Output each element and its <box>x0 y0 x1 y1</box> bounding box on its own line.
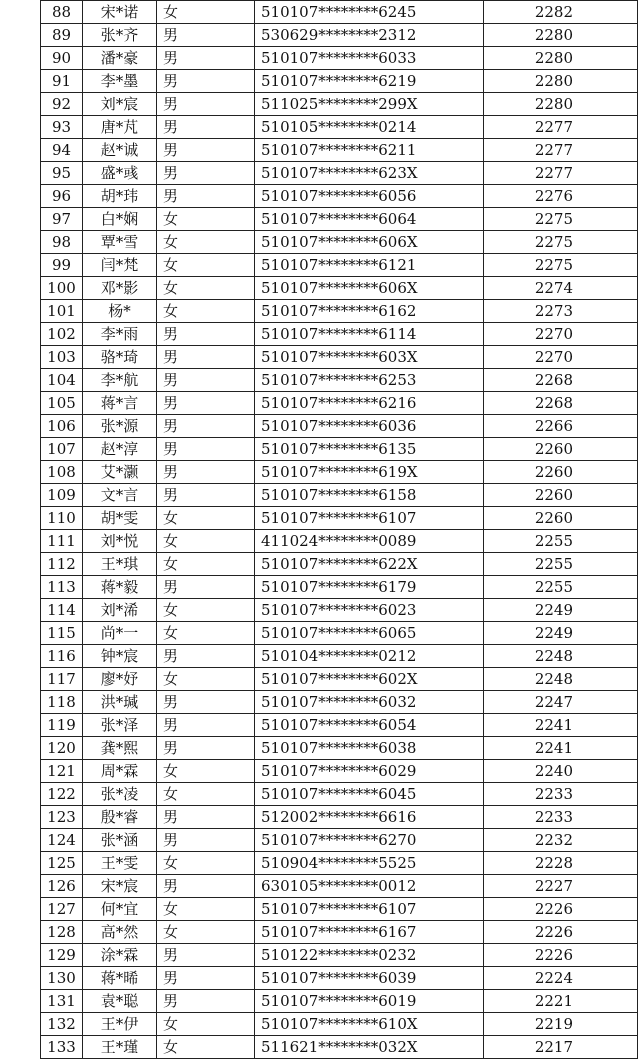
table-row <box>41 139 638 162</box>
table-row <box>41 369 638 392</box>
table-row <box>41 415 638 438</box>
gender-cell: 女 <box>157 783 255 806</box>
student-name-cell: 蒋*晞 <box>83 967 157 990</box>
id-number-cell: 510107********6270 <box>255 829 484 852</box>
row-number-cell: 91 <box>41 70 83 93</box>
student-name-cell: 白*娴 <box>83 208 157 231</box>
score-cell: 2260 <box>484 438 638 461</box>
score-cell: 2277 <box>484 162 638 185</box>
table-row <box>41 254 638 277</box>
student-name-cell: 王*雯 <box>83 852 157 875</box>
student-name-cell: 赵*淳 <box>83 438 157 461</box>
id-number-cell: 510107********6064 <box>255 208 484 231</box>
table-row <box>41 760 638 783</box>
student-name-cell: 蒋*言 <box>83 392 157 415</box>
table-row <box>41 852 638 875</box>
id-number-cell: 510107********6023 <box>255 599 484 622</box>
gender-cell: 男 <box>157 185 255 208</box>
row-number-cell: 95 <box>41 162 83 185</box>
gender-cell: 女 <box>157 1013 255 1036</box>
row-number-cell: 100 <box>41 277 83 300</box>
gender-cell: 男 <box>157 415 255 438</box>
student-name-cell: 张*泽 <box>83 714 157 737</box>
row-number-cell: 90 <box>41 47 83 70</box>
table-row <box>41 990 638 1013</box>
table-row <box>41 668 638 691</box>
score-cell: 2280 <box>484 70 638 93</box>
row-number-cell: 109 <box>41 484 83 507</box>
id-number-cell: 510107********602X <box>255 668 484 691</box>
table-row <box>41 806 638 829</box>
gender-cell: 男 <box>157 576 255 599</box>
id-number-cell: 510107********6216 <box>255 392 484 415</box>
id-number-cell: 510107********622X <box>255 553 484 576</box>
student-name-cell: 廖*妤 <box>83 668 157 691</box>
score-cell: 2275 <box>484 208 638 231</box>
id-number-cell: 411024********0089 <box>255 530 484 553</box>
gender-cell: 男 <box>157 691 255 714</box>
id-number-cell: 510904********5525 <box>255 852 484 875</box>
row-number-cell: 123 <box>41 806 83 829</box>
table-row <box>41 1013 638 1036</box>
id-number-cell: 510107********6029 <box>255 760 484 783</box>
gender-cell: 女 <box>157 599 255 622</box>
score-cell: 2227 <box>484 875 638 898</box>
id-number-cell: 510107********6056 <box>255 185 484 208</box>
table-row <box>41 967 638 990</box>
id-number-cell: 510107********6179 <box>255 576 484 599</box>
id-number-cell: 510107********6036 <box>255 415 484 438</box>
row-number-cell: 107 <box>41 438 83 461</box>
gender-cell: 男 <box>157 737 255 760</box>
score-cell: 2276 <box>484 185 638 208</box>
student-name-cell: 赵*诚 <box>83 139 157 162</box>
id-number-cell: 630105********0012 <box>255 875 484 898</box>
id-number-cell: 510107********6135 <box>255 438 484 461</box>
table-row <box>41 553 638 576</box>
id-number-cell: 510107********6167 <box>255 921 484 944</box>
row-number-cell: 128 <box>41 921 83 944</box>
id-number-cell: 510122********0232 <box>255 944 484 967</box>
student-name-cell: 艾*灏 <box>83 461 157 484</box>
row-number-cell: 127 <box>41 898 83 921</box>
student-name-cell: 钟*宸 <box>83 645 157 668</box>
student-name-cell: 刘*宸 <box>83 93 157 116</box>
score-cell: 2241 <box>484 737 638 760</box>
table-row <box>41 714 638 737</box>
row-number-cell: 88 <box>41 1 83 24</box>
score-cell: 2249 <box>484 622 638 645</box>
table-row <box>41 185 638 208</box>
score-cell: 2228 <box>484 852 638 875</box>
score-cell: 2255 <box>484 530 638 553</box>
gender-cell: 男 <box>157 990 255 1013</box>
row-number-cell: 89 <box>41 24 83 47</box>
gender-cell: 男 <box>157 47 255 70</box>
id-number-cell: 510107********6162 <box>255 300 484 323</box>
score-cell: 2248 <box>484 668 638 691</box>
score-cell: 2275 <box>484 254 638 277</box>
table-row <box>41 507 638 530</box>
gender-cell: 男 <box>157 346 255 369</box>
score-cell: 2270 <box>484 346 638 369</box>
gender-cell: 女 <box>157 921 255 944</box>
student-name-cell: 高*然 <box>83 921 157 944</box>
id-number-cell: 510107********6038 <box>255 737 484 760</box>
table-row <box>41 829 638 852</box>
gender-cell: 男 <box>157 645 255 668</box>
score-cell: 2240 <box>484 760 638 783</box>
score-cell: 2241 <box>484 714 638 737</box>
row-number-cell: 104 <box>41 369 83 392</box>
id-number-cell: 510107********6054 <box>255 714 484 737</box>
row-number-cell: 103 <box>41 346 83 369</box>
score-cell: 2268 <box>484 392 638 415</box>
table-row <box>41 323 638 346</box>
table-row <box>41 898 638 921</box>
table-row <box>41 208 638 231</box>
row-number-cell: 118 <box>41 691 83 714</box>
student-name-cell: 李*航 <box>83 369 157 392</box>
gender-cell: 女 <box>157 898 255 921</box>
row-number-cell: 113 <box>41 576 83 599</box>
id-number-cell: 510107********6107 <box>255 898 484 921</box>
student-name-cell: 洪*瑊 <box>83 691 157 714</box>
row-number-cell: 117 <box>41 668 83 691</box>
student-name-cell: 尚*一 <box>83 622 157 645</box>
gender-cell: 男 <box>157 875 255 898</box>
id-number-cell: 530629********2312 <box>255 24 484 47</box>
score-cell: 2266 <box>484 415 638 438</box>
row-number-cell: 108 <box>41 461 83 484</box>
id-number-cell: 510107********6019 <box>255 990 484 1013</box>
score-cell: 2226 <box>484 944 638 967</box>
gender-cell: 男 <box>157 162 255 185</box>
row-number-cell: 114 <box>41 599 83 622</box>
gender-cell: 女 <box>157 231 255 254</box>
gender-cell: 男 <box>157 806 255 829</box>
student-name-cell: 覃*雪 <box>83 231 157 254</box>
gender-cell: 男 <box>157 24 255 47</box>
id-number-cell: 510107********6033 <box>255 47 484 70</box>
id-number-cell: 510107********6107 <box>255 507 484 530</box>
id-number-cell: 510107********606X <box>255 277 484 300</box>
score-cell: 2255 <box>484 553 638 576</box>
student-name-cell: 邓*影 <box>83 277 157 300</box>
score-cell: 2226 <box>484 921 638 944</box>
student-name-cell: 唐*芃 <box>83 116 157 139</box>
results-table <box>40 0 638 1059</box>
gender-cell: 男 <box>157 829 255 852</box>
score-cell: 2277 <box>484 116 638 139</box>
row-number-cell: 98 <box>41 231 83 254</box>
id-number-cell: 510107********6032 <box>255 691 484 714</box>
student-name-cell: 王*瑾 <box>83 1036 157 1059</box>
score-cell: 2255 <box>484 576 638 599</box>
row-number-cell: 121 <box>41 760 83 783</box>
gender-cell: 女 <box>157 1 255 24</box>
id-number-cell: 510107********623X <box>255 162 484 185</box>
row-number-cell: 94 <box>41 139 83 162</box>
row-number-cell: 106 <box>41 415 83 438</box>
table-row <box>41 875 638 898</box>
gender-cell: 男 <box>157 967 255 990</box>
student-name-cell: 潘*豪 <box>83 47 157 70</box>
gender-cell: 女 <box>157 553 255 576</box>
table-row <box>41 530 638 553</box>
score-cell: 2275 <box>484 231 638 254</box>
score-cell: 2233 <box>484 806 638 829</box>
score-cell: 2280 <box>484 24 638 47</box>
row-number-cell: 116 <box>41 645 83 668</box>
gender-cell: 男 <box>157 369 255 392</box>
gender-cell: 女 <box>157 254 255 277</box>
row-number-cell: 122 <box>41 783 83 806</box>
score-cell: 2280 <box>484 93 638 116</box>
table-row <box>41 484 638 507</box>
score-cell: 2277 <box>484 139 638 162</box>
row-number-cell: 102 <box>41 323 83 346</box>
id-number-cell: 510105********0214 <box>255 116 484 139</box>
id-number-cell: 510107********6245 <box>255 1 484 24</box>
row-number-cell: 112 <box>41 553 83 576</box>
table-row <box>41 277 638 300</box>
id-number-cell: 510107********610X <box>255 1013 484 1036</box>
row-number-cell: 93 <box>41 116 83 139</box>
student-name-cell: 王*琪 <box>83 553 157 576</box>
gender-cell: 男 <box>157 484 255 507</box>
score-cell: 2221 <box>484 990 638 1013</box>
row-number-cell: 96 <box>41 185 83 208</box>
gender-cell: 男 <box>157 116 255 139</box>
id-number-cell: 512002********6616 <box>255 806 484 829</box>
score-cell: 2247 <box>484 691 638 714</box>
row-number-cell: 120 <box>41 737 83 760</box>
gender-cell: 女 <box>157 1036 255 1059</box>
gender-cell: 女 <box>157 668 255 691</box>
gender-cell: 女 <box>157 622 255 645</box>
row-number-cell: 105 <box>41 392 83 415</box>
table-row <box>41 645 638 668</box>
row-number-cell: 99 <box>41 254 83 277</box>
student-name-cell: 周*霖 <box>83 760 157 783</box>
table-row <box>41 438 638 461</box>
score-cell: 2260 <box>484 461 638 484</box>
student-name-cell: 龚*熙 <box>83 737 157 760</box>
id-number-cell: 510107********6121 <box>255 254 484 277</box>
id-number-cell: 510107********619X <box>255 461 484 484</box>
id-number-cell: 510104********0212 <box>255 645 484 668</box>
score-cell: 2217 <box>484 1036 638 1059</box>
id-number-cell: 510107********6114 <box>255 323 484 346</box>
gender-cell: 男 <box>157 323 255 346</box>
score-cell: 2219 <box>484 1013 638 1036</box>
student-name-cell: 胡*玮 <box>83 185 157 208</box>
student-name-cell: 何*宜 <box>83 898 157 921</box>
student-name-cell: 张*源 <box>83 415 157 438</box>
student-name-cell: 张*凌 <box>83 783 157 806</box>
gender-cell: 女 <box>157 760 255 783</box>
table-row <box>41 691 638 714</box>
row-number-cell: 126 <box>41 875 83 898</box>
score-cell: 2249 <box>484 599 638 622</box>
row-number-cell: 124 <box>41 829 83 852</box>
student-name-cell: 宋*宸 <box>83 875 157 898</box>
score-cell: 2273 <box>484 300 638 323</box>
id-number-cell: 510107********6045 <box>255 783 484 806</box>
student-name-cell: 胡*雯 <box>83 507 157 530</box>
table-row <box>41 47 638 70</box>
row-number-cell: 111 <box>41 530 83 553</box>
table-row <box>41 70 638 93</box>
student-name-cell: 杨* <box>83 300 157 323</box>
table-row <box>41 921 638 944</box>
row-number-cell: 115 <box>41 622 83 645</box>
results-table-body <box>41 1 638 1059</box>
gender-cell: 男 <box>157 392 255 415</box>
id-number-cell: 510107********6065 <box>255 622 484 645</box>
score-cell: 2224 <box>484 967 638 990</box>
student-name-cell: 涂*霖 <box>83 944 157 967</box>
student-name-cell: 蒋*毅 <box>83 576 157 599</box>
row-number-cell: 131 <box>41 990 83 1013</box>
row-number-cell: 97 <box>41 208 83 231</box>
student-name-cell: 李*雨 <box>83 323 157 346</box>
table-row <box>41 783 638 806</box>
table-row <box>41 231 638 254</box>
gender-cell: 女 <box>157 208 255 231</box>
student-name-cell: 宋*诺 <box>83 1 157 24</box>
gender-cell: 男 <box>157 93 255 116</box>
gender-cell: 女 <box>157 300 255 323</box>
student-name-cell: 骆*琦 <box>83 346 157 369</box>
row-number-cell: 119 <box>41 714 83 737</box>
id-number-cell: 510107********6253 <box>255 369 484 392</box>
table-row <box>41 461 638 484</box>
score-cell: 2248 <box>484 645 638 668</box>
table-row <box>41 300 638 323</box>
row-number-cell: 125 <box>41 852 83 875</box>
score-cell: 2282 <box>484 1 638 24</box>
student-name-cell: 殷*睿 <box>83 806 157 829</box>
table-row <box>41 346 638 369</box>
table-row <box>41 1 638 24</box>
table-row <box>41 737 638 760</box>
table-row <box>41 1036 638 1059</box>
id-number-cell: 510107********6211 <box>255 139 484 162</box>
student-name-cell: 刘*浠 <box>83 599 157 622</box>
table-row <box>41 576 638 599</box>
id-number-cell: 510107********606X <box>255 231 484 254</box>
row-number-cell: 110 <box>41 507 83 530</box>
score-cell: 2232 <box>484 829 638 852</box>
student-name-cell: 闫*梵 <box>83 254 157 277</box>
table-row <box>41 24 638 47</box>
student-name-cell: 文*言 <box>83 484 157 507</box>
row-number-cell: 133 <box>41 1036 83 1059</box>
row-number-cell: 130 <box>41 967 83 990</box>
id-number-cell: 511621********032X <box>255 1036 484 1059</box>
score-cell: 2260 <box>484 507 638 530</box>
score-cell: 2274 <box>484 277 638 300</box>
id-number-cell: 510107********6219 <box>255 70 484 93</box>
id-number-cell: 510107********603X <box>255 346 484 369</box>
score-cell: 2280 <box>484 47 638 70</box>
table-row <box>41 944 638 967</box>
table-row <box>41 599 638 622</box>
student-name-cell: 袁*聪 <box>83 990 157 1013</box>
score-cell: 2270 <box>484 323 638 346</box>
gender-cell: 女 <box>157 852 255 875</box>
student-name-cell: 盛*彧 <box>83 162 157 185</box>
score-cell: 2268 <box>484 369 638 392</box>
row-number-cell: 101 <box>41 300 83 323</box>
gender-cell: 男 <box>157 139 255 162</box>
student-name-cell: 王*伊 <box>83 1013 157 1036</box>
student-name-cell: 张*齐 <box>83 24 157 47</box>
gender-cell: 女 <box>157 507 255 530</box>
table-row <box>41 116 638 139</box>
row-number-cell: 132 <box>41 1013 83 1036</box>
gender-cell: 男 <box>157 944 255 967</box>
id-number-cell: 510107********6158 <box>255 484 484 507</box>
id-number-cell: 511025********299X <box>255 93 484 116</box>
score-cell: 2233 <box>484 783 638 806</box>
id-number-cell: 510107********6039 <box>255 967 484 990</box>
table-row <box>41 93 638 116</box>
student-name-cell: 刘*悦 <box>83 530 157 553</box>
gender-cell: 女 <box>157 277 255 300</box>
gender-cell: 男 <box>157 70 255 93</box>
gender-cell: 男 <box>157 714 255 737</box>
row-number-cell: 129 <box>41 944 83 967</box>
student-name-cell: 张*涵 <box>83 829 157 852</box>
row-number-cell: 92 <box>41 93 83 116</box>
table-row <box>41 622 638 645</box>
score-cell: 2260 <box>484 484 638 507</box>
table-row <box>41 392 638 415</box>
gender-cell: 女 <box>157 530 255 553</box>
table-row <box>41 162 638 185</box>
gender-cell: 男 <box>157 461 255 484</box>
score-cell: 2226 <box>484 898 638 921</box>
student-name-cell: 李*墨 <box>83 70 157 93</box>
gender-cell: 男 <box>157 438 255 461</box>
